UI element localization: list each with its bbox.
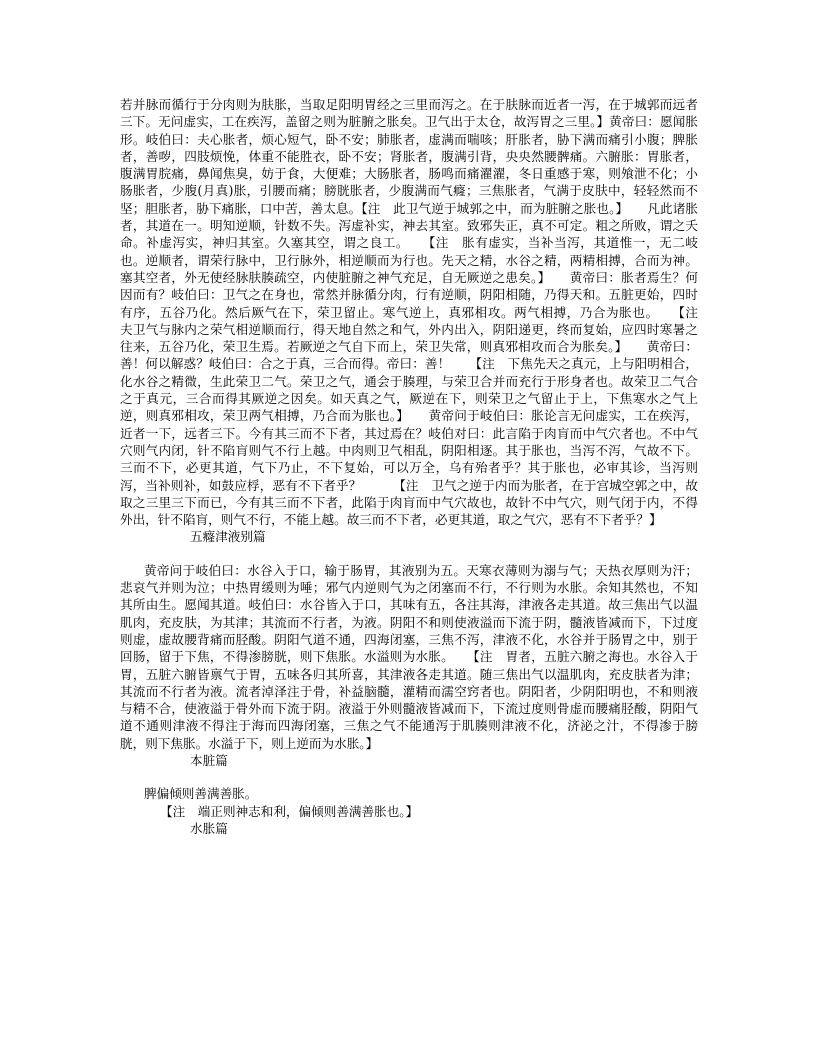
- passage-paragraph-wulong: 黄帝问于岐伯曰：水谷入于口，输于肠胃，其液别为五。天寒衣薄则为溺与气；天热衣厚则为汗；悲哀气并则为泣；中热胃缓则为唾；邪气内逆则气为之闭塞而不行，不行则为水胀。余知其然也，不知其所由生。愿闻其道。岐伯曰：水谷皆入于口，其味有五，各注其海，津液各走其道。故三焦出气以温肌肉，充皮肤，为其津；其流而不行者，为液。阴阳不和则使液溢而下流于阴，髓液皆减而下，下过度则虚，虚故腰背痛而胫酸。阴阳气道不通，四海闭塞，三焦不泻，津液不化，水谷并于肠胃之中，别于回肠，留于下焦，不得渗膀胱，则下焦胀。水溢则为水胀。 【注 胃者，五脏六腑之海也。水谷入于胃，五脏六腑皆禀气于胃，五味各归其所喜，其津液各走其道。随三焦出气以温肌肉，充皮肤者为津；其流而不行者为液。流者淖泽注于骨，补益脑髓，灌精而濡空窍者也。阴阳者，少阴阳明也，不和则液与精不合，使液溢于骨外而下流于阴。液溢于外则髓液皆减而下，下流过度则骨虚而腰痛胫酸，阴阳气道不通则津液不得注于海而四海闭塞，三焦之气不能通泻于肌腠则津液不化，济泌之汁，不得渗于膀胱，则下焦胀。水溢于下，则上逆而为水胀。】: [120, 562, 698, 751]
- spacer: [120, 546, 698, 562]
- section-heading-shuizhang: 水胀篇: [190, 820, 228, 836]
- passage-paragraph-benzang: 脾偏倾则善满善胀。: [144, 786, 258, 802]
- spacer: [120, 769, 698, 785]
- commentary-note-benzang: 【注 端正则神志和利，偏倾则善满善胀也。】: [160, 803, 419, 819]
- section-heading-benzang: 本脏篇: [190, 752, 228, 768]
- section-heading-wulong: 五癃津液别篇: [190, 529, 266, 545]
- document-page: [120, 96, 711, 837]
- passage-paragraph: 若并脉而循行于分肉则为肤胀，当取足阳明胃经之三里而泻之。在于肤脉而近者一泻，在于城郭而远者三下。无问虚实，工在疾泻，盖留之则为脏腑之胀矣。卫气出于太仓，故泻胃之三里。】黄帝曰：愿闻胀形。岐伯曰：夫心胀者，烦心短气，卧不安；肺胀者，虚满而喘咳；肝胀者，胁下满而痛引小腹；脾胀者，善哕，四肢烦悗，体重不能胜衣，卧不安；肾胀者，腹满引背，央央然腰髀痛。六腑胀：胃胀者，腹满胃脘痛，鼻闻焦臭，妨于食，大便难；大肠胀者，肠鸣而痛濯濯，冬日重感于寒，则飧泄不化；小肠胀者，少腹(月真)胀，引腰而痛；膀胱胀者，少腹满而气癃；三焦胀者，气满于皮肤中，轻轻然而不坚；胆胀者，胁下痛胀，口中苦，善太息。【注 此卫气逆于城郭之中，而为脏腑之胀也。】 凡此诸胀者，其道在一。明知逆顺，针数不失。泻虚补实，神去其室。致邪失正，真不可定。粗之所败，谓之夭命。补虚泻实，神归其室。久塞其空，谓之良工。 【注 胀有虚实，当补当泻，其道惟一，无二岐也。逆顺者，谓荣行脉中，卫行脉外，相逆顺而为行也。先天之精，水谷之精，两精相搏，合而为神。塞其空者，外无使经脉肤腠疏空，内使脏腑之神气充足，自无厥逆之患矣。】 黄帝曰：胀者焉生？何因而有？岐伯曰：卫气之在身也，常然并脉循分肉，行有逆顺，阴阳相随，乃得天和。五脏更始，四时有序，五谷乃化。然后厥气在下，荣卫留止。寒气逆上，真邪相攻。两气相搏，乃合为胀也。 【注 夫卫气与脉内之荣气相逆顺而行，得天地自然之和气，外内出入，阴阳递更，终而复始，应四时寒暑之往来，五谷乃化，荣卫生焉。若厥逆之气自下而上，荣卫失常，则真邪相攻而合为胀矣。】 黄帝曰：善！何以解惑？岐伯曰：合之于真，三合而得。帝曰：善！ 【注 下焦先天之真元，上与阳明相合，化水谷之精微，生此荣卫二气。荣卫之气，通会于腠理，与荣卫合并而充行于形身者也。故荣卫二气合之于真元，三合而得其厥逆之因矣。如天真之气，厥逆在下，则荣卫之气留止于上，下焦寒水之气上逆，则真邪相攻，荣卫两气相搏，乃合而为胀也。】 黄帝问于岐伯曰：胀论言无问虚实，工在疾泻，近者一下，远者三下。今有其三而不下者，其过焉在？岐伯对曰：此言陷于肉肓而中气穴者也。不中气穴则气内闭，针不陷肓则气不行上越。中肉则卫气相乱，阴阳相逐。其于胀也，当泻不泻，气故不下。三而不下，必更其道，气下乃止，不下复始，可以万全，乌有殆者乎？其于胀也，必审其诊，当泻则泻，当补则补，如鼓应桴，恶有不下者乎？ 【注 卫气之逆于内而为胀者，在于宫城空郭之中，故取之三里三下而已，今有其三而不下者，此陷于肉肓而中气穴故也，故针不中气穴，则气闭于内，不得外出，针不陷肓，则气不行，不能上越。故三而不下者，必更其道，取之气穴，恶有不下者乎？】: [120, 97, 711, 528]
